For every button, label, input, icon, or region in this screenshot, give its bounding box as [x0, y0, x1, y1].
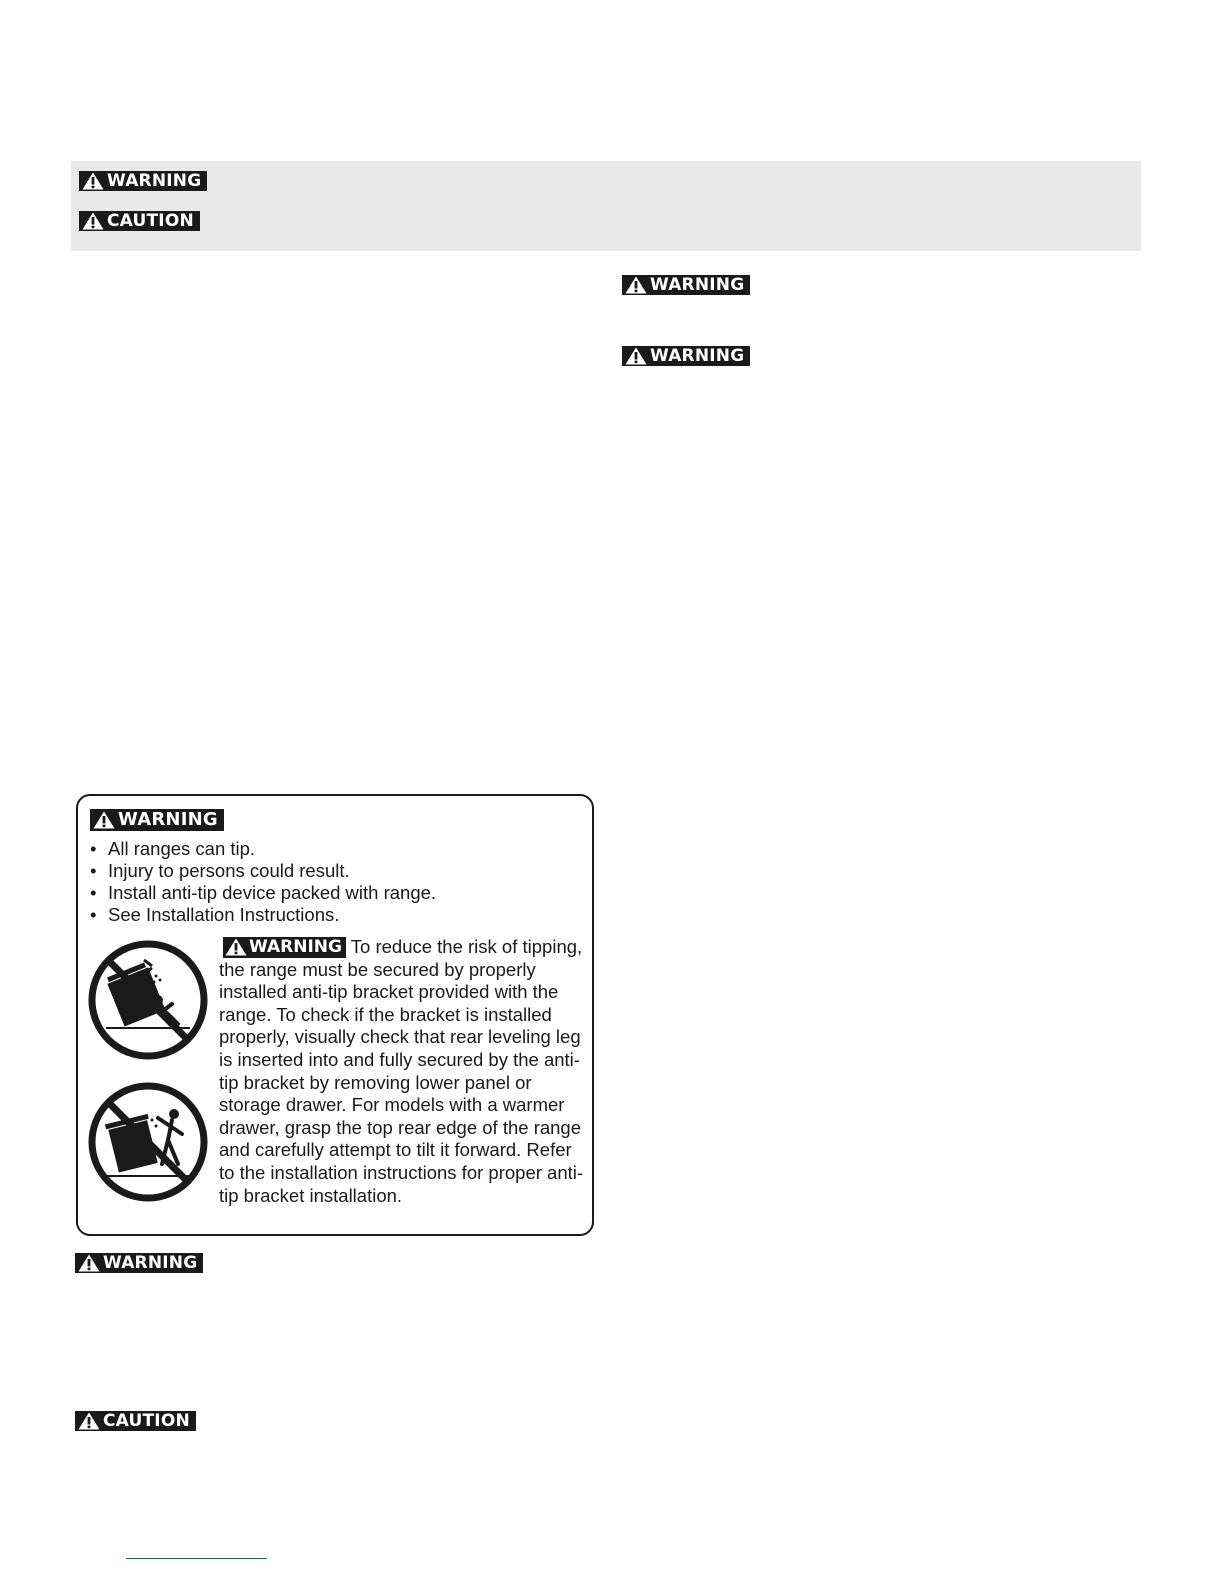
list-item: • Install anti-tip device packed with range.: [90, 882, 436, 904]
alert-triangle-icon: [78, 1412, 100, 1430]
alert-triangle-icon: [625, 276, 647, 294]
caution-badge-label: CAUTION: [107, 210, 194, 231]
alert-triangle-icon: [625, 347, 647, 365]
range-climbing-icon: [86, 1080, 210, 1204]
right-warning-badge-2: [622, 346, 750, 366]
left-warning-badge: [75, 1253, 203, 1273]
caution-badge: [79, 211, 200, 231]
range-tipping-icon: [86, 938, 210, 1062]
inline-warning-badge: [223, 937, 346, 958]
anti-tip-warning-heading: [90, 809, 224, 831]
list-item: • All ranges can tip.: [90, 838, 436, 860]
warning-badge: [79, 171, 207, 191]
list-item: • See Installation Instructions.: [90, 904, 436, 926]
left-caution-badge: [75, 1411, 196, 1431]
right-warning-badge-1: [622, 275, 750, 295]
warning-badge-label: WARNING: [107, 170, 202, 191]
left-warning-badge-label: WARNING: [103, 1252, 198, 1273]
right-warning-badge-1-label: WARNING: [650, 274, 745, 295]
alert-triangle-icon: [93, 811, 115, 829]
anti-tip-bullet-list: [90, 838, 436, 926]
inline-warning-badge-label: WARNING: [249, 936, 342, 957]
range-tipping-pictogram: [86, 938, 210, 1062]
alert-triangle-icon: [82, 212, 104, 230]
range-climbing-pictogram: [86, 1080, 210, 1204]
anti-tip-paragraph-text: To reduce the risk of tipping, the range must be secured by properly installed anti-tip bracket provided with the range. To check if the bracket is installed properly, visually check that rear leveling leg is inserted into and fully secured by the anti-tip bracket by removing lower panel or storage drawer. For models with a warmer drawer, grasp the top rear edge of the range and carefully attempt to tilt it forward. Refer to the installation instructions for proper anti-tip bracket installation.: [219, 936, 584, 1206]
anti-tip-warning-label: [76, 794, 594, 1236]
alert-triangle-icon: [78, 1254, 100, 1272]
safety-definitions-band: [71, 161, 1141, 251]
alert-triangle-icon: [225, 938, 247, 956]
anti-tip-instructions: [219, 936, 591, 1207]
alert-triangle-icon: [82, 172, 104, 190]
right-warning-badge-2-label: WARNING: [650, 345, 745, 366]
left-caution-badge-label: CAUTION: [103, 1410, 190, 1431]
anti-tip-warning-heading-label: WARNING: [118, 809, 218, 830]
footer-link-underline[interactable]: [126, 1558, 267, 1559]
list-item: • Injury to persons could result.: [90, 860, 436, 882]
